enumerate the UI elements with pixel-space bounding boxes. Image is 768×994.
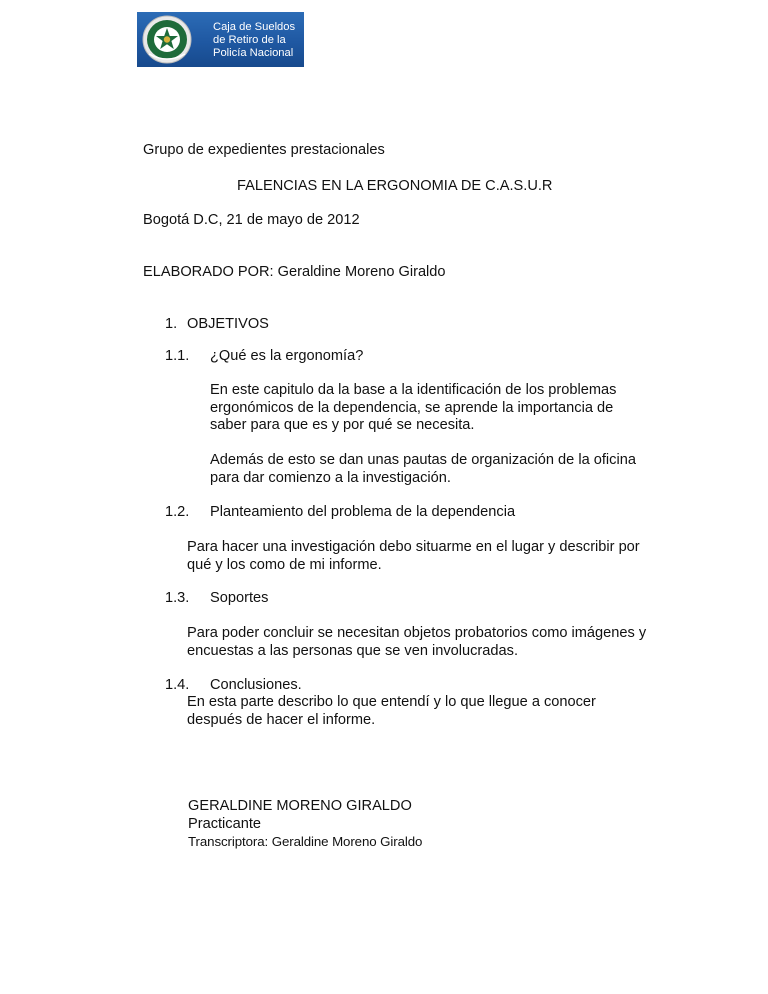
paragraph-line: Además de esto se dan unas pautas de organización de la oficina [210,452,636,468]
document-author: ELABORADO POR: Geraldine Moreno Giraldo [143,264,446,280]
paragraph-line: encuestas a las personas que se ven involucradas. [187,642,518,659]
paragraph [187,539,640,574]
paragraph [210,452,636,487]
section-title: OBJETIVOS [187,316,269,332]
paragraph-line: En este capitulo da la base a la identificación de los problemas [210,382,617,398]
paragraph [187,625,646,660]
subsection-number: 1.3. [165,590,190,606]
group-name: Grupo de expedientes prestacionales [143,142,385,158]
logo-text [213,21,303,61]
subsection-number: 1.4. [165,677,190,693]
paragraph-line: Para hacer una investigación debo situarme en el lugar y describir por [187,539,640,555]
paragraph-line: qué y los como de mi informe. [187,556,382,573]
subsection-title: Planteamiento del problema de la dependencia [210,504,516,520]
police-seal-icon [141,14,193,65]
logo-text-line: de Retiro de la [213,34,286,47]
paragraph-line: saber para que es y por qué se necesita. [210,417,475,433]
paragraph-line: después de hacer el informe. [187,711,376,728]
logo-text-line: Policía Nacional [213,47,294,60]
paragraph-line: ergonómicos de la dependencia, se aprende la importancia de [210,399,614,416]
section-number: 1. [165,316,178,332]
paragraph-line: para dar comienzo a la investigación. [210,469,451,486]
signature-name: GERALDINE MORENO GIRALDO [188,798,412,814]
subsection-number: 1.1. [165,348,190,364]
signature-role: Practicante [188,816,262,832]
subsection-number: 1.2. [165,504,190,520]
document-date: Bogotá D.C, 21 de mayo de 2012 [143,212,360,228]
document-title: FALENCIAS EN LA ERGONOMIA DE C.A.S.U.R [237,178,553,194]
subsection-title: Soportes [210,590,269,606]
logo-text-line: Caja de Sueldos [213,21,296,33]
paragraph-line: En esta parte describo lo que entendí y lo que llegue a conocer [187,694,596,710]
subsection-title: ¿Qué es la ergonomía? [210,348,364,364]
paragraph-line: Para poder concluir se necesitan objetos probatorios como imágenes y [187,625,647,641]
paragraph [187,694,596,729]
transcriber-line: Transcriptora: Geraldine Moreno Giraldo [188,834,423,849]
subsection-title: Conclusiones. [210,677,302,693]
paragraph [210,382,616,435]
casur-logo [137,12,304,67]
